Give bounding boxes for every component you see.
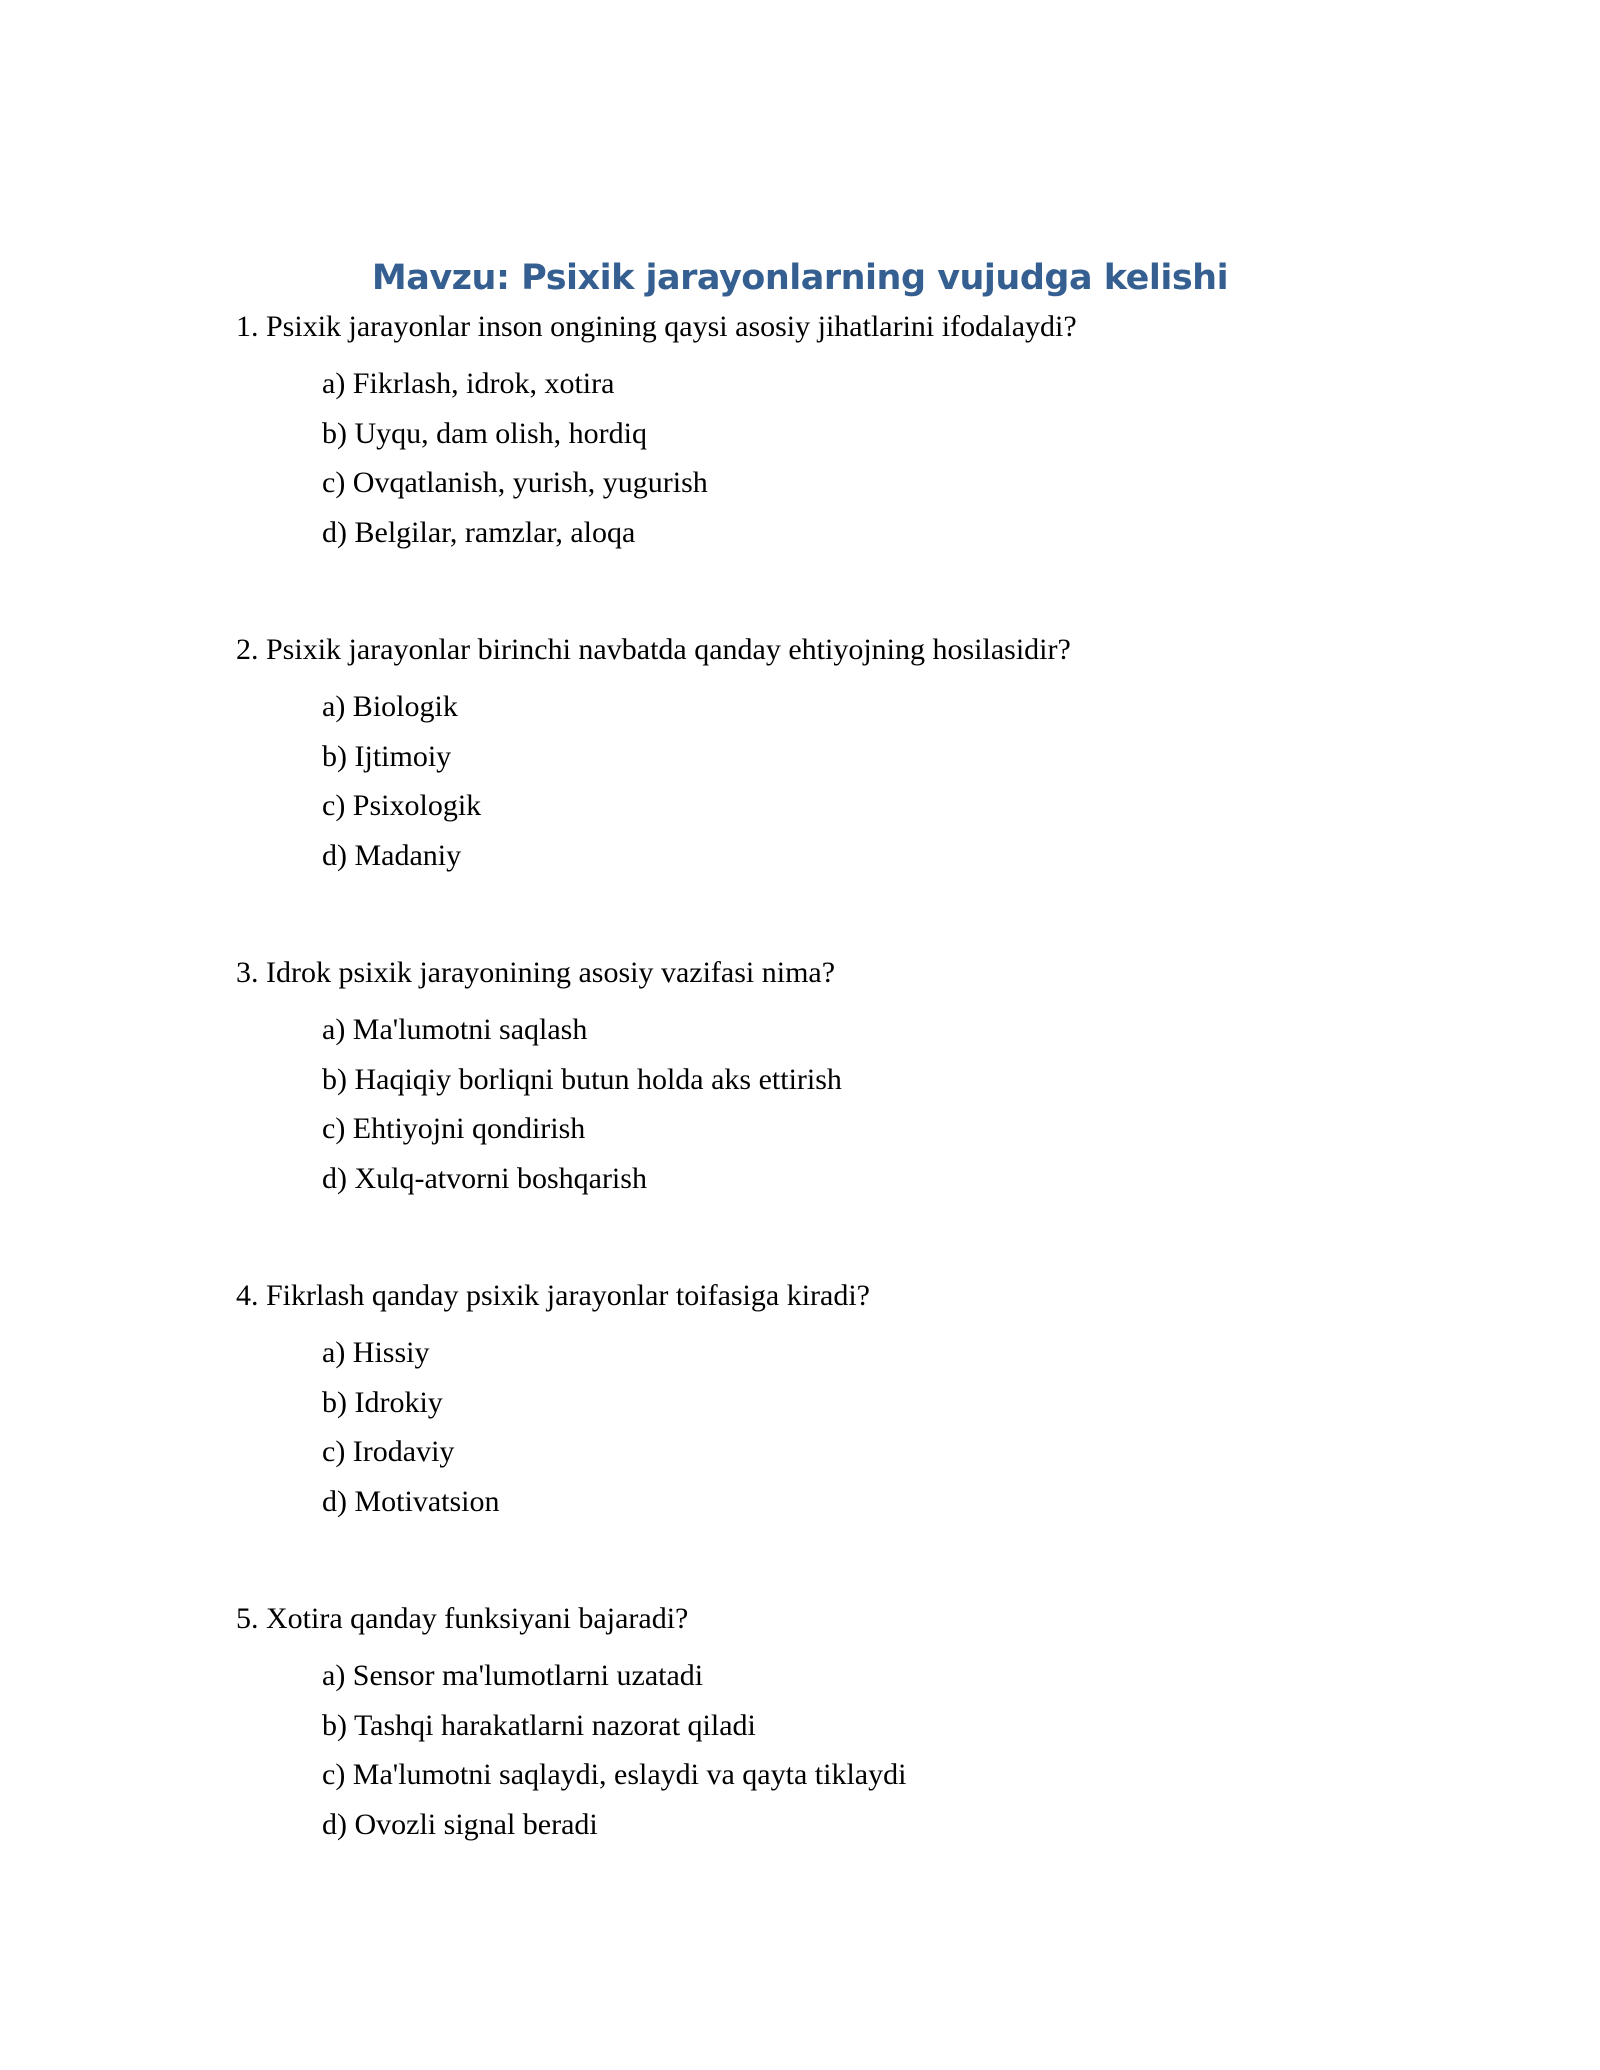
question-4 xyxy=(236,1276,1436,1599)
answer-option-c: c) Ehtiyojni qondirish xyxy=(322,1112,586,1145)
question-3 xyxy=(236,953,1436,1276)
question-text: 5. Xotira qanday funksiyani bajaradi? xyxy=(236,1602,689,1635)
answer-option-b: b) Haqiqiy borliqni butun holda aks ettirish xyxy=(322,1062,842,1096)
answer-option-c: c) Ovqatlanish, yurish, yugurish xyxy=(322,466,708,499)
answer-options xyxy=(236,1656,1436,1854)
answer-option-a: a) Biologik xyxy=(322,690,458,723)
answer-options xyxy=(236,1333,1436,1531)
answer-option-a: a) Ma'lumotni saqlash xyxy=(322,1013,588,1046)
answer-option-d: d) Madaniy xyxy=(322,838,462,872)
answer-option-b: b) Tashqi harakatlarni nazorat qiladi xyxy=(322,1708,756,1742)
answer-option-c: c) Psixologik xyxy=(322,789,482,822)
answer-option-a: a) Fikrlash, idrok, xotira xyxy=(322,367,615,400)
answer-options xyxy=(236,1010,1436,1208)
question-2 xyxy=(236,630,1436,953)
answer-option-d: d) Belgilar, ramzlar, aloqa xyxy=(322,515,636,549)
answer-options xyxy=(236,364,1436,562)
answer-option-a: a) Hissiy xyxy=(322,1336,430,1369)
question-text: 3. Idrok psixik jarayonining asosiy vazifasi nima? xyxy=(236,956,836,989)
answer-option-b: b) Ijtimoiy xyxy=(322,739,452,773)
question-text: 2. Psixik jarayonlar birinchi navbatda qanday ehtiyojning hosilasidir? xyxy=(236,633,1071,666)
answer-option-c: c) Ma'lumotni saqlaydi, eslaydi va qayta tiklaydi xyxy=(322,1758,907,1791)
answer-option-a: a) Sensor ma'lumotlarni uzatadi xyxy=(322,1659,704,1692)
question-text: 4. Fikrlash qanday psixik jarayonlar toifasiga kiradi? xyxy=(236,1279,870,1312)
answer-option-d: d) Ovozli signal beradi xyxy=(322,1807,598,1841)
question-1 xyxy=(236,307,1436,630)
answer-option-d: d) Motivatsion xyxy=(322,1484,500,1518)
answer-option-c: c) Irodaviy xyxy=(322,1435,455,1468)
document-title: Mavzu: Psixik jarayonlarning vujudga kelishi xyxy=(371,258,1229,298)
answer-option-b: b) Uyqu, dam olish, hordiq xyxy=(322,416,647,450)
answer-options xyxy=(236,687,1436,885)
question-text: 1. Psixik jarayonlar inson ongining qaysi asosiy jihatlarini ifodalaydi? xyxy=(236,310,1077,343)
question-list xyxy=(236,307,1436,1922)
question-5 xyxy=(236,1599,1436,1922)
answer-option-b: b) Idrokiy xyxy=(322,1385,443,1419)
answer-option-d: d) Xulq-atvorni boshqarish xyxy=(322,1161,647,1195)
